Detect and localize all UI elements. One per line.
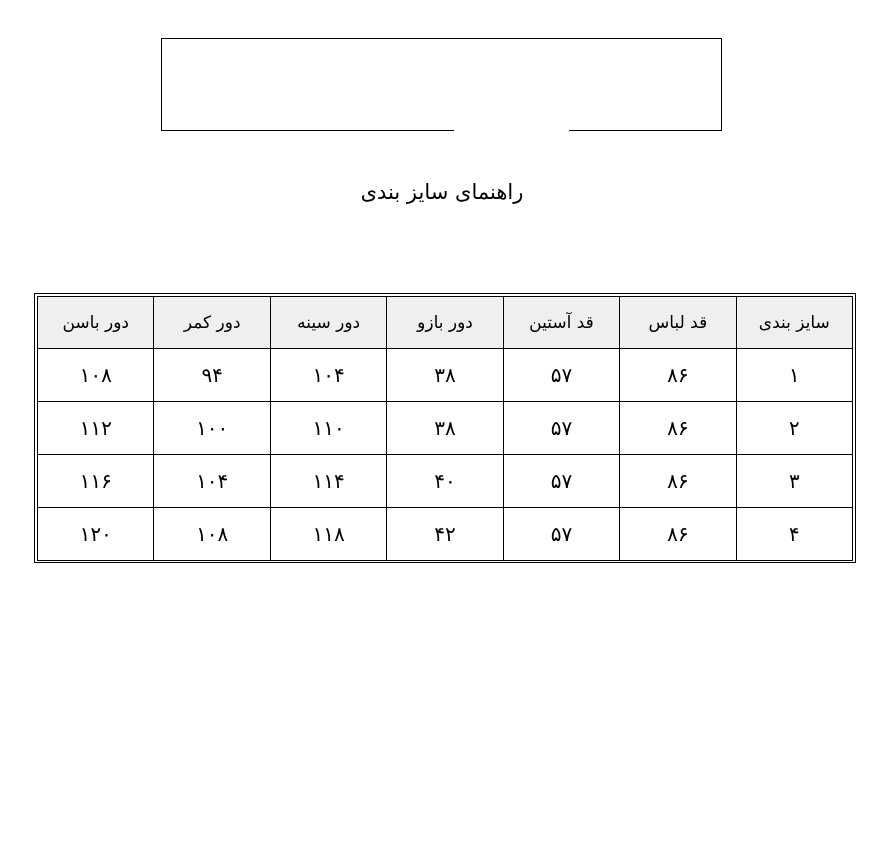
table-row (38, 508, 853, 561)
table-cell: ۸۶ (620, 349, 736, 402)
table-row (38, 402, 853, 455)
header-sleeve-length: قد آستین (503, 297, 619, 349)
table-cell: ۱۱۸ (270, 508, 386, 561)
table-cell: ۱۰۴ (154, 455, 270, 508)
table-cell: ۸۶ (620, 508, 736, 561)
table-cell: ۴۰ (387, 455, 503, 508)
table-cell: ۳۸ (387, 349, 503, 402)
table-cell: ۱۱۴ (270, 455, 386, 508)
table-cell: ۳۸ (387, 402, 503, 455)
size-table-frame (34, 293, 856, 563)
header-size: سایز بندی (736, 297, 852, 349)
table-cell: ۹۴ (154, 349, 270, 402)
header-garment-length: قد لباس (620, 297, 736, 349)
table-cell: ۱۰۸ (38, 349, 154, 402)
header-hip-circumference: دور باسن (38, 297, 154, 349)
table-cell: ۲ (736, 402, 852, 455)
table-cell: ۱۱۲ (38, 402, 154, 455)
box-border-gap (454, 128, 569, 132)
header-waist-circumference: دور کمر (154, 297, 270, 349)
table-cell: ۱۰۴ (270, 349, 386, 402)
table-row (38, 455, 853, 508)
table-cell: ۴۲ (387, 508, 503, 561)
table-cell: ۳ (736, 455, 852, 508)
table-row (38, 349, 853, 402)
table-cell: ۵۷ (503, 402, 619, 455)
table-cell: ۵۷ (503, 349, 619, 402)
table-cell: ۴ (736, 508, 852, 561)
table-cell: ۱ (736, 349, 852, 402)
page-title: راهنمای سایز بندی (360, 180, 524, 204)
table-cell: ۸۶ (620, 402, 736, 455)
table-cell: ۱۰۰ (154, 402, 270, 455)
table-cell: ۵۷ (503, 455, 619, 508)
empty-box (161, 38, 722, 131)
table-cell: ۱۲۰ (38, 508, 154, 561)
table-header-row (38, 297, 853, 349)
header-arm-circumference: دور بازو (387, 297, 503, 349)
table-cell: ۱۱۶ (38, 455, 154, 508)
size-table (37, 296, 853, 561)
table-cell: ۵۷ (503, 508, 619, 561)
table-cell: ۸۶ (620, 455, 736, 508)
table-cell: ۱۰۸ (154, 508, 270, 561)
table-cell: ۱۱۰ (270, 402, 386, 455)
header-chest-circumference: دور سینه (270, 297, 386, 349)
